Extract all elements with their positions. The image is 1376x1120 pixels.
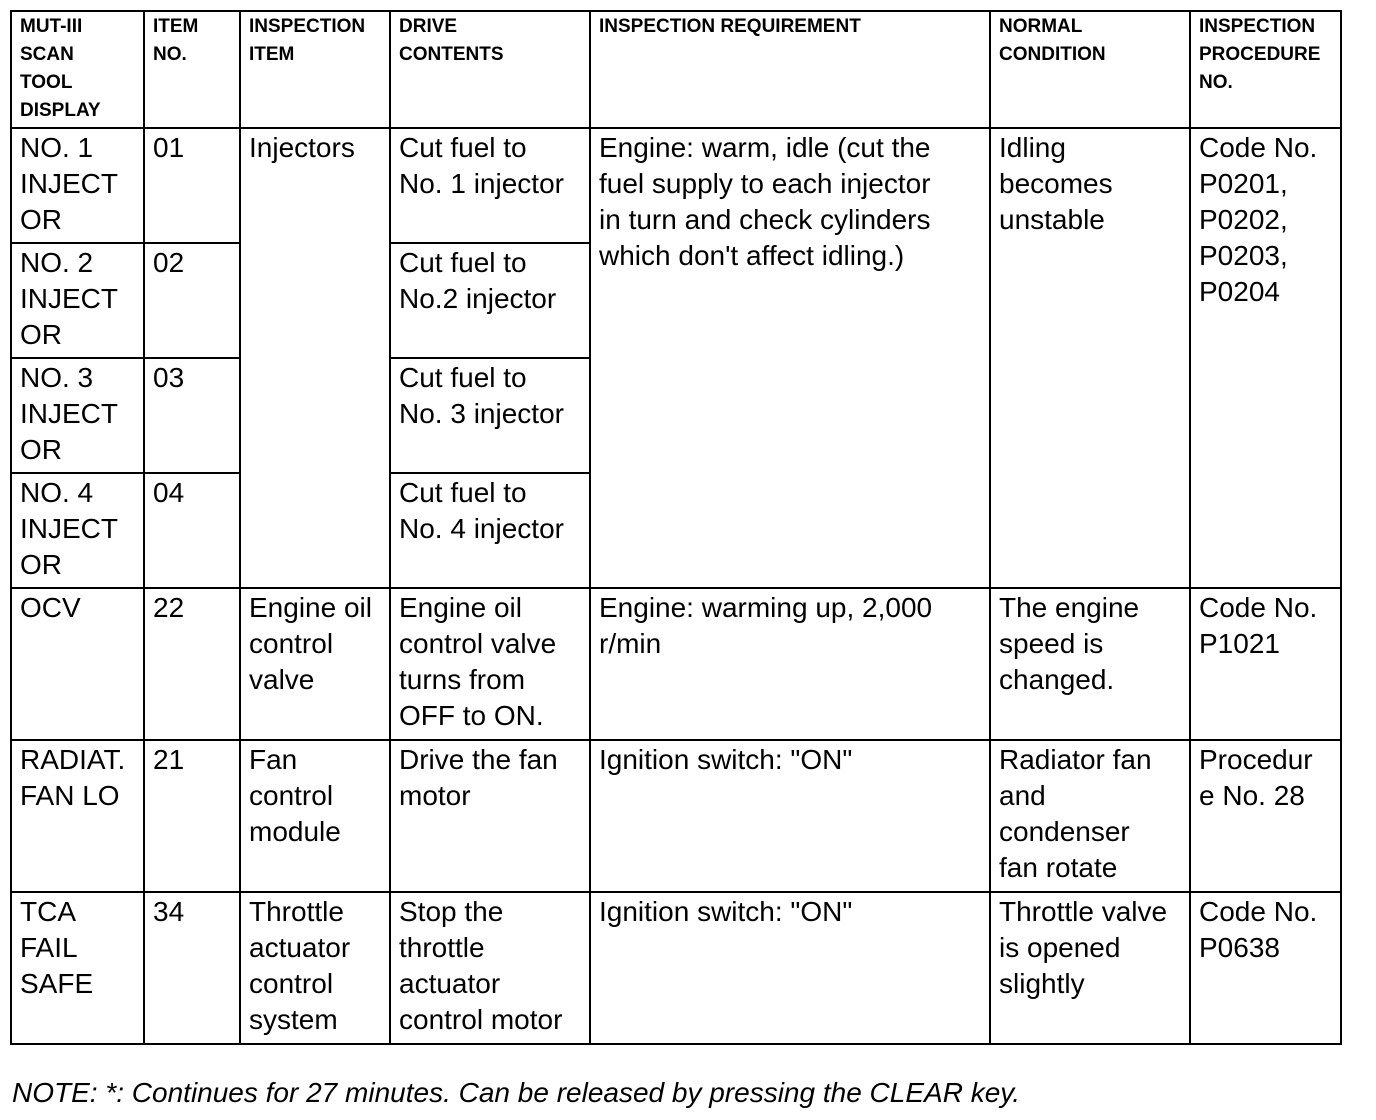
cell-procedure-no: Code No. P0201, P0202, P0203, P0204	[1190, 128, 1341, 588]
cell-item-no: 03	[144, 358, 240, 473]
inspection-table	[10, 10, 1342, 1045]
cell-inspection-requirement: Ignition switch: "ON"	[590, 740, 990, 892]
cell-procedure-no: Procedur e No. 28	[1190, 740, 1341, 892]
cell-drive-contents: Drive the fan motor	[390, 740, 590, 892]
cell-normal-condition: Idling becomes unstable	[990, 128, 1190, 588]
cell-inspection-requirement: Engine: warm, idle (cut the fuel supply to each injector in turn and check cylinders which don't affect idling.)	[590, 128, 990, 588]
cell-display: TCA FAIL SAFE	[11, 892, 144, 1044]
header-label: DRIVE CONTENTS	[399, 16, 504, 65]
cell-inspection-item: Injectors	[240, 128, 390, 588]
cell-item-no: 04	[144, 473, 240, 588]
header-inspection-item	[240, 11, 390, 128]
header-row	[11, 11, 1341, 128]
header-label: INSPECTION REQUIREMENT	[599, 16, 861, 37]
cell-procedure-no: Code No. P1021	[1190, 588, 1341, 740]
cell-drive-contents: Cut fuel to No.2 injector	[390, 243, 590, 358]
header-label: ITEM NO.	[153, 16, 199, 65]
table-row	[11, 892, 1341, 1044]
header-scan-tool-display	[11, 11, 144, 128]
header-label: INSPECTION PROCEDURE NO.	[1199, 16, 1321, 93]
cell-display: OCV	[11, 588, 144, 740]
cell-display: NO. 4 INJECT OR	[11, 473, 144, 588]
cell-item-no: 01	[144, 128, 240, 243]
cell-procedure-no: Code No. P0638	[1190, 892, 1341, 1044]
header-label: NORMAL CONDITION	[999, 16, 1106, 65]
header-label: MUT-III SCAN TOOL DISPLAY	[20, 16, 101, 121]
header-label: INSPECTION ITEM	[249, 16, 366, 65]
header-item-no	[144, 11, 240, 128]
cell-display: NO. 3 INJECT OR	[11, 358, 144, 473]
cell-inspection-requirement: Engine: warming up, 2,000 r/min	[590, 588, 990, 740]
cell-normal-condition: The engine speed is changed.	[990, 588, 1190, 740]
cell-drive-contents: Cut fuel to No. 1 injector	[390, 128, 590, 243]
cell-drive-contents: Engine oil control valve turns from OFF to ON.	[390, 588, 590, 740]
cell-inspection-item: Throttle actuator control system	[240, 892, 390, 1044]
table-row	[11, 128, 1341, 243]
table-row	[11, 588, 1341, 740]
cell-item-no: 21	[144, 740, 240, 892]
header-drive-contents	[390, 11, 590, 128]
header-inspection-procedure-no	[1190, 11, 1341, 128]
cell-display: NO. 2 INJECT OR	[11, 243, 144, 358]
cell-item-no: 34	[144, 892, 240, 1044]
cell-display: RADIAT. FAN LO	[11, 740, 144, 892]
cell-drive-contents: Cut fuel to No. 4 injector	[390, 473, 590, 588]
cell-normal-condition: Radiator fan and condenser fan rotate	[990, 740, 1190, 892]
cell-item-no: 02	[144, 243, 240, 358]
cell-inspection-item: Fan control module	[240, 740, 390, 892]
footnote: NOTE: *: Continues for 27 minutes. Can be released by pressing the CLEAR key.	[12, 1077, 1020, 1108]
cell-item-no: 22	[144, 588, 240, 740]
cell-drive-contents: Stop the throttle actuator control motor	[390, 892, 590, 1044]
header-inspection-requirement	[590, 11, 990, 128]
cell-inspection-requirement: Ignition switch: "ON"	[590, 892, 990, 1044]
header-normal-condition	[990, 11, 1190, 128]
table-row	[11, 740, 1341, 892]
cell-drive-contents: Cut fuel to No. 3 injector	[390, 358, 590, 473]
cell-inspection-item: Engine oil control valve	[240, 588, 390, 740]
cell-normal-condition: Throttle valve is opened slightly	[990, 892, 1190, 1044]
cell-display: NO. 1 INJECT OR	[11, 128, 144, 243]
